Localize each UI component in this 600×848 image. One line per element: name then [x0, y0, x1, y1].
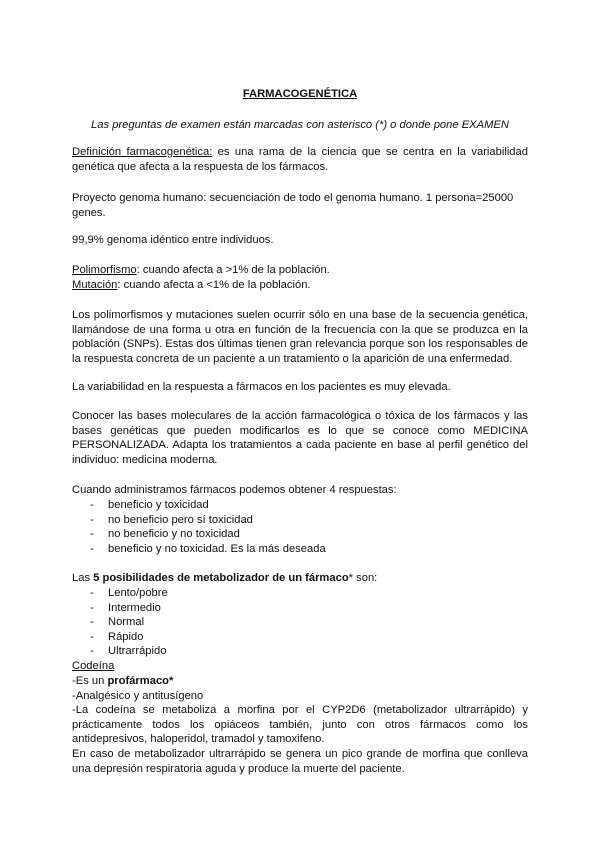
variability-paragraph: La variabilidad en la respuesta a fármacos en los pacientes es muy elevada. [72, 381, 451, 393]
polimorfismo-definition [72, 263, 528, 278]
metabolizer-intro [72, 571, 528, 586]
metabolizer-intro-post: * son: [348, 572, 378, 584]
definition-text: es una rama de la ciencia que se centra en la variabilidad genética que afecta a la respuesta de los fármacos. [72, 146, 528, 173]
metabolizers-list [72, 586, 528, 659]
codeine-metabolism-paragraph: -La codeína se metaboliza a morfina por el CYP2D6 (metabolizador ultrarrápido) y prácticamente todos los opiáceos también, junto con otros fármacos como los antidepresivos, haloperidol, tramadol y tamoxifeno. [72, 704, 528, 746]
page-title: FARMACOGENÉTICA [242, 88, 358, 100]
list-item: - Lento/pobre [72, 586, 528, 601]
list-item: - no beneficio pero sí toxicidad [72, 513, 528, 528]
responses-list [72, 498, 528, 556]
polimorfismo-term: Polimorfismo [72, 264, 137, 276]
definition-paragraph [72, 145, 528, 174]
mutacion-term: Mutación [72, 279, 118, 291]
personalized-medicine-paragraph: Conocer las bases moleculares de la acción farmacológica o tóxica de los fármacos y las bases genéticas que pueden modificarlos es lo que se conoce como MEDICINA PERSONALIZADA. Adapta los tratamientos a cada paciente en base al perfil genético del individuo: medicina moderna. [72, 410, 528, 466]
codeine-prodrug-bold: profármaco* [107, 675, 174, 687]
codeine-prodrug-line [72, 674, 528, 689]
codeine-heading: Codeína [72, 660, 115, 672]
metabolizer-intro-pre: Las [72, 572, 94, 584]
list-item: - Normal [72, 615, 528, 630]
list-item: - beneficio y no toxicidad. Es la más deseada [72, 542, 528, 557]
list-item: - Rápido [72, 630, 528, 645]
definition-term: Definición farmacogenética: [72, 146, 213, 158]
polymorphisms-paragraph: Los polimorfismos y mutaciones suelen ocurrir sólo en una base de la secuencia genética, llamándose de una forma u otra en función de la frecuencia con la que se produzca en la población (SNPs). Estas dos últimas tienen gran relevancia porque son los responsables de la respuesta concreta de un paciente a un tratamiento o la aparición de una enfermedad. [72, 309, 528, 365]
list-item: - beneficio y toxicidad [72, 498, 528, 513]
list-item: - Ultrarrápido [72, 644, 528, 659]
mutacion-text: : cuando afecta a <1% de la población. [117, 279, 311, 291]
responses-intro: Cuando administramos fármacos podemos obtener 4 respuestas: [72, 484, 397, 496]
mutacion-definition [72, 278, 528, 293]
metabolizer-intro-bold: 5 posibilidades de metabolizador de un fármaco [93, 572, 349, 584]
codeine-ultrarapid-paragraph: En caso de metabolizador ultrarrápido se genera un pico grande de morfina que conlleva una depresión respiratoria aguda y produce la muerte del paciente. [72, 748, 528, 775]
codeine-analgesic-line: -Analgésico y antitusígeno [72, 690, 204, 702]
list-item: - no beneficio y no toxicidad [72, 527, 528, 542]
codeine-prodrug-pre: -Es un [72, 675, 108, 687]
genome-project-paragraph: Proyecto genoma humano: secuenciación de todo el genoma humano. 1 persona=25000 genes. [72, 192, 514, 219]
polimorfismo-text: : cuando afecta a >1% de la población. [136, 264, 330, 276]
page-subtitle: Las preguntas de examen están marcadas con asterisco (*) o donde pone EXAMEN [91, 119, 509, 131]
identical-genome-paragraph: 99,9% genoma idéntico entre individuos. [72, 234, 274, 246]
list-item: - Intermedio [72, 601, 528, 616]
